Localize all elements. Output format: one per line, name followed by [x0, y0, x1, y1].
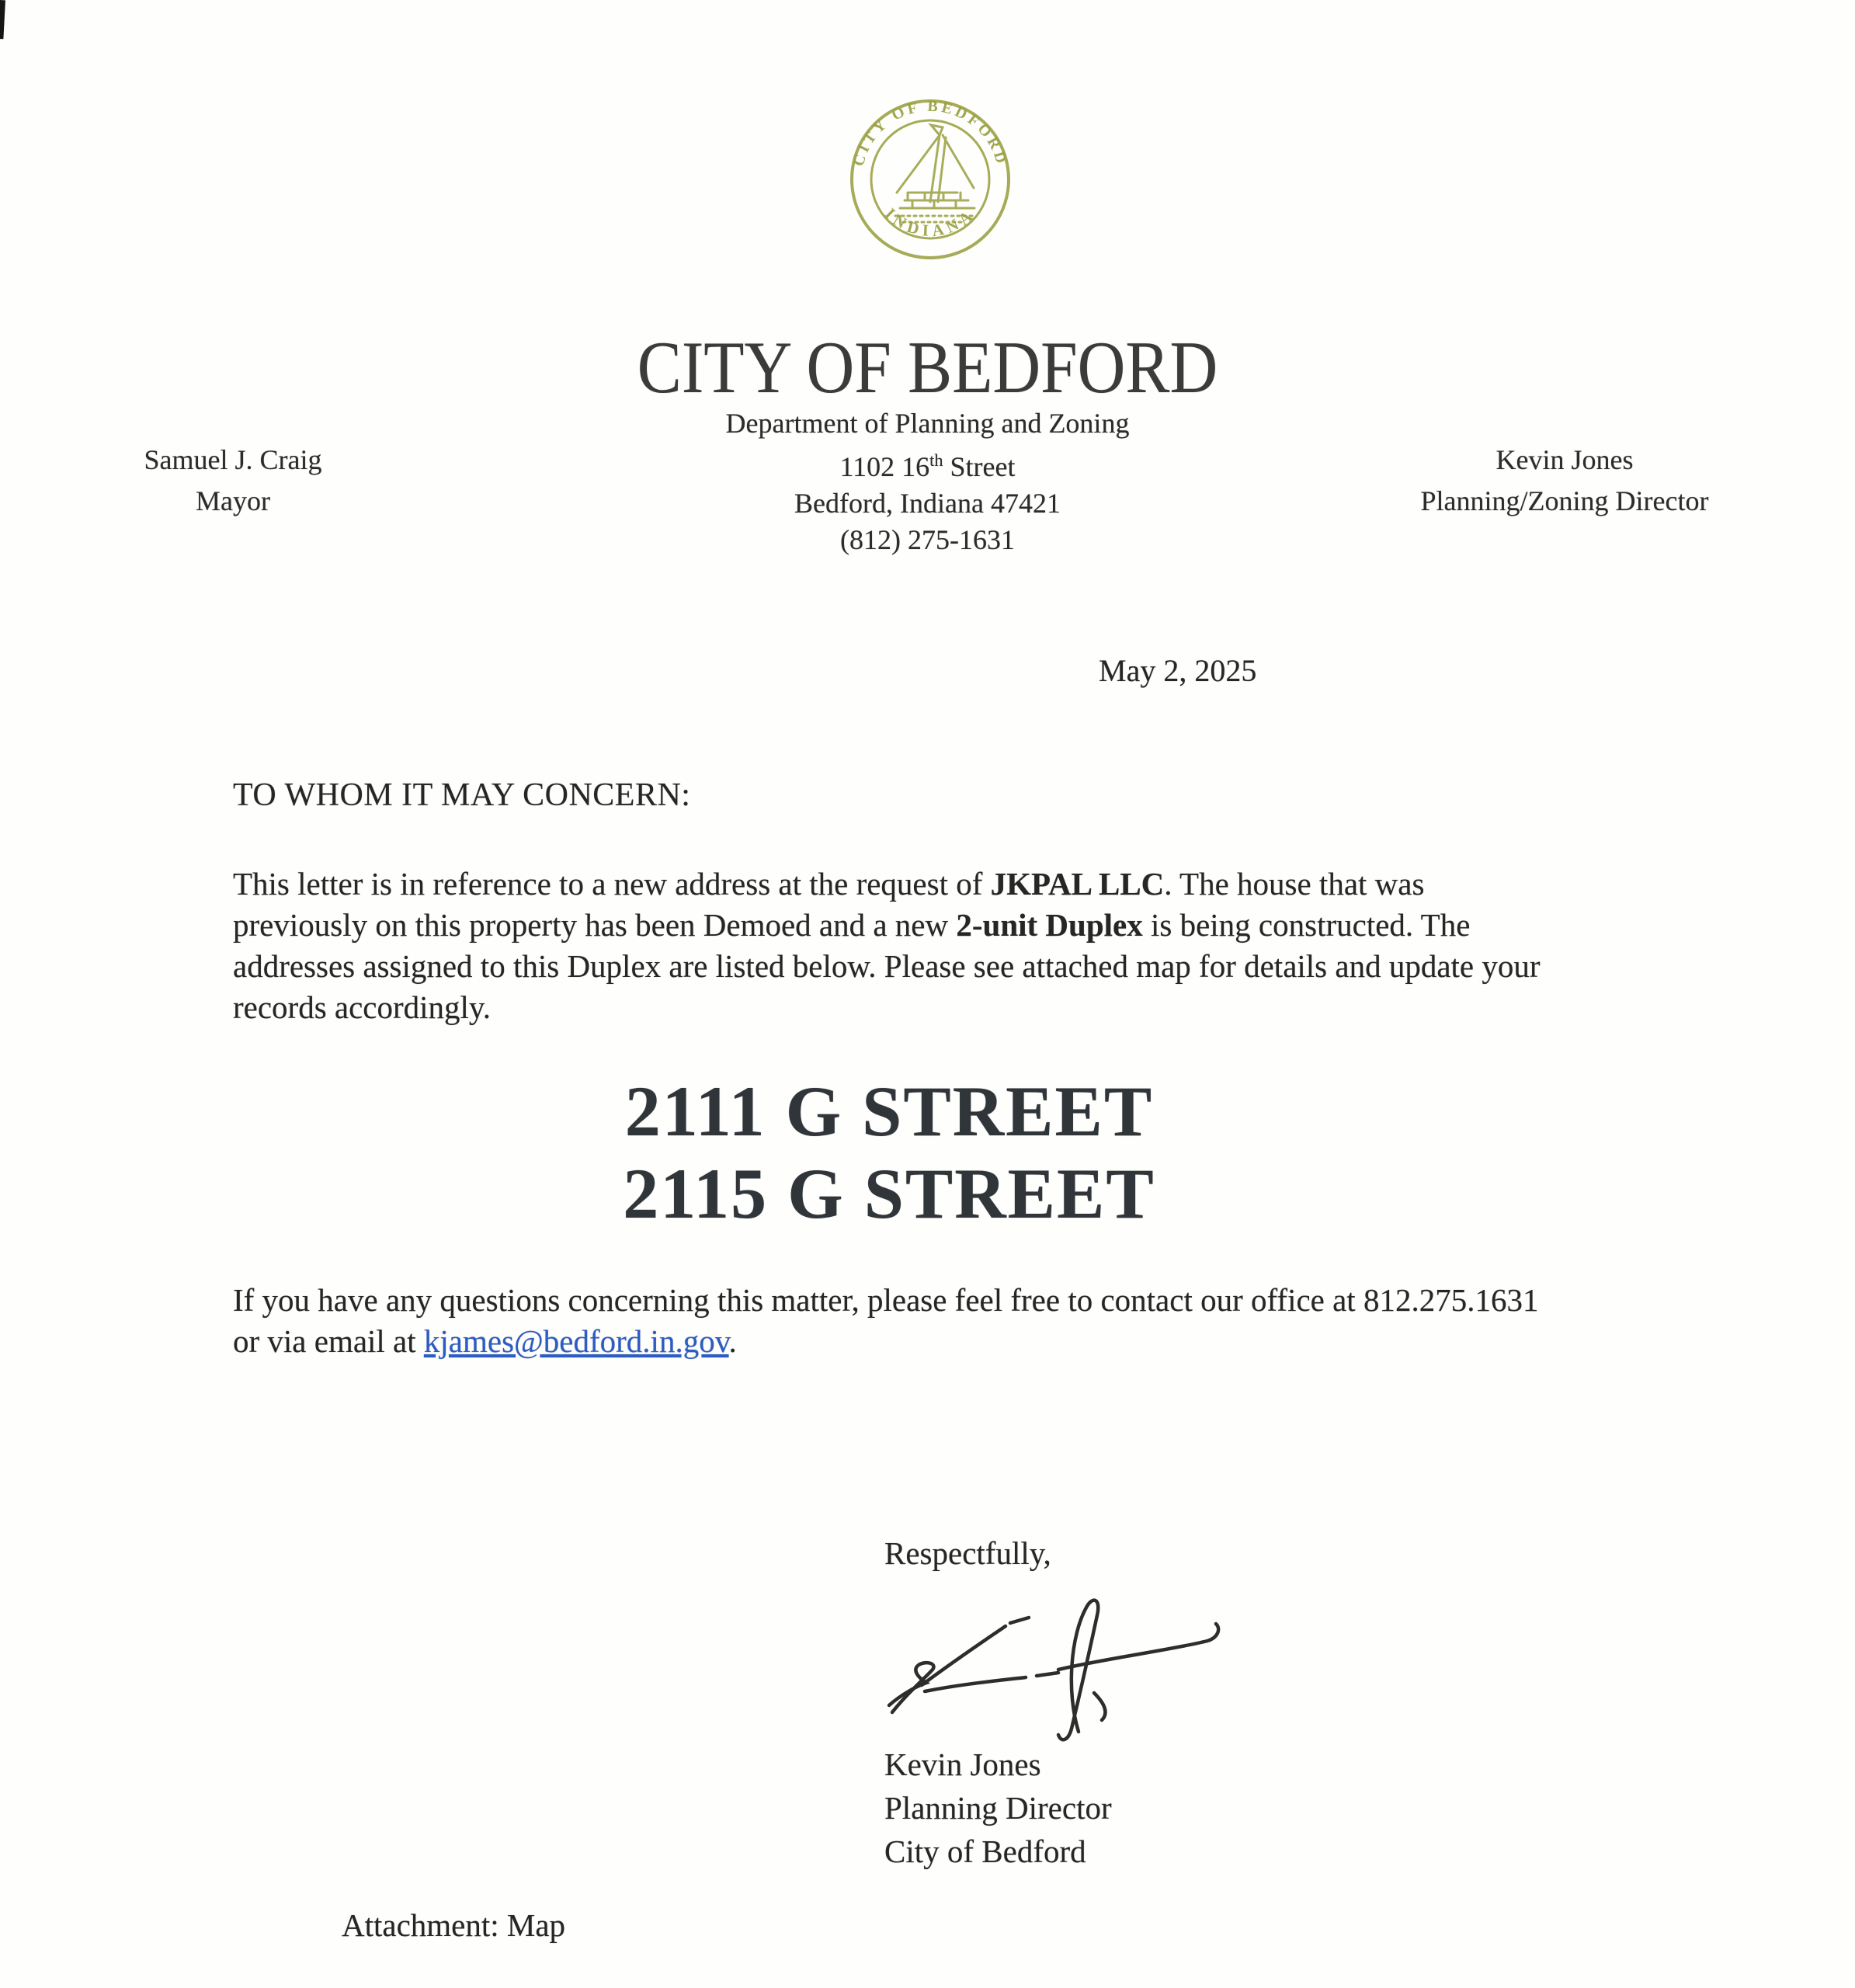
address-line-2: 2115 G STREET [623, 1154, 1155, 1233]
contact-text: . [728, 1323, 737, 1359]
letterhead-director-block [1398, 440, 1732, 522]
body-bold-requester: JKPAL LLC [990, 866, 1165, 902]
body-text: This letter is in reference to a new address at the request of [233, 866, 991, 902]
letter-date: May 2, 2025 [1099, 653, 1257, 688]
director-title: Planning/Zoning Director [1420, 485, 1709, 516]
scan-artifact [0, 0, 5, 39]
director-name: Kevin Jones [1495, 444, 1634, 475]
address-line-1: 2111 G STREET [624, 1072, 1154, 1151]
letterhead-city-line: Bedford, Indiana 47421 [794, 488, 1061, 519]
body-text: . The house that was previously on this property has been Demoed and a new [233, 866, 1425, 943]
seal-derrick-emblem [895, 125, 976, 222]
body-bold-duplex: 2-unit Duplex [956, 907, 1143, 943]
salutation: TO WHOM IT MAY CONCERN: [233, 777, 691, 813]
letterhead-street: 1102 16th Street [839, 450, 1016, 482]
attachment-note: Attachment: Map [342, 1907, 566, 1943]
assigned-addresses [233, 1070, 1545, 1235]
letterhead-department: Department of Planning and Zoning [725, 408, 1130, 439]
signer-name: Kevin Jones [884, 1746, 1041, 1782]
ordinal-suffix: th [929, 450, 943, 470]
seal-arc-top-text: CITY OF BEDFORD [849, 97, 1011, 169]
signature-block [884, 1743, 1112, 1873]
city-of-bedford-seal [847, 93, 1013, 266]
mayor-title: Mayor [196, 485, 270, 516]
contact-paragraph [233, 1280, 1553, 1362]
body-paragraph [233, 864, 1549, 1028]
letterhead-title: CITY OF BEDFORD [637, 326, 1218, 408]
email-link[interactable]: kjames@bedford.in.gov [423, 1323, 729, 1359]
body-text: is being constructed. The addresses assigned to this Duplex are listed below. Please see attached map for details and update your records accordingly. [233, 907, 1541, 1025]
signer-org: City of Bedford [884, 1833, 1086, 1869]
letterhead-phone: (812) 275-1631 [840, 524, 1015, 555]
mayor-name: Samuel J. Craig [144, 444, 322, 475]
handwritten-signature [874, 1575, 1246, 1750]
letterhead-mayor-block [116, 440, 349, 522]
contact-text: If you have any questions concerning this matter, please feel free to contact our office at 812.275.1631 or via email at [233, 1282, 1539, 1359]
seal-arc-bottom-text: INDIANA [881, 203, 979, 241]
closing-respectfully: Respectfully, [884, 1535, 1051, 1571]
signer-title: Planning Director [884, 1790, 1112, 1826]
